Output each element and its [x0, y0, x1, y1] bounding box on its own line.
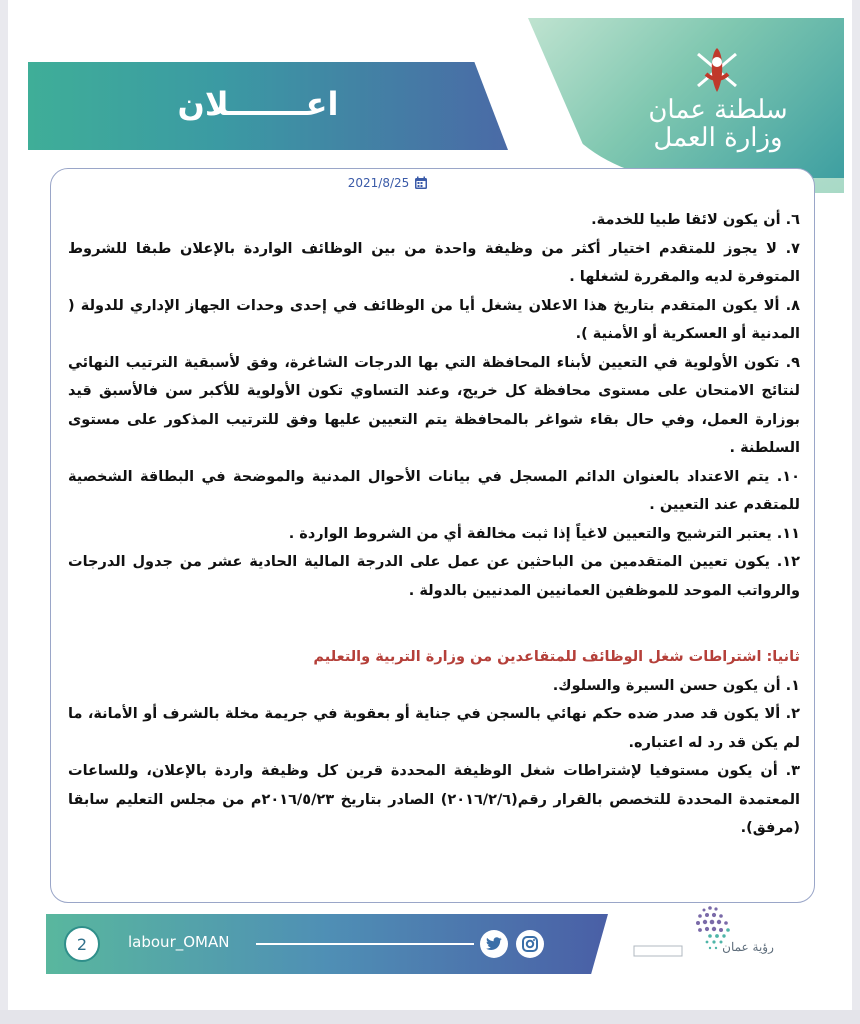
footer-divider	[256, 943, 474, 945]
document-page	[8, 0, 852, 1010]
list-item: ٨. ألا يكون المتقدم بتاريخ هذا الاعلان يشغل أيا من الوظائف في إحدى وحدات الجهاز الإداري للدولة ( المدنية أو العسكرية أو الأمنية ).	[68, 297, 800, 342]
ministry-name	[648, 96, 788, 152]
list-item: ١١. يعتبر الترشيح والتعيين لاغياً إذا ثبت مخالفة أي من الشروط الواردة .	[288, 525, 800, 542]
vision-wordmark: رؤية عمان	[722, 940, 774, 954]
date-stamp	[318, 174, 458, 192]
calendar-icon	[414, 176, 428, 190]
list-item: ٢. ألا يكون قد صدر ضده حكم نهائي بالسجن في جناية أو بعقوبة في جريمة مخلة بالشرف أو الأمانة، ما لم يكن قد رد له اعتباره.	[68, 706, 800, 751]
social-handle[interactable]: labour_OMAN	[128, 933, 230, 951]
oman-vision-logo-icon	[630, 900, 800, 972]
list-item: ٦. أن يكون لائقا طبيا للخدمة.	[591, 212, 800, 228]
ministry-line1: سلطنة عمان	[648, 95, 788, 125]
banner-title: اعـــــــلان	[177, 85, 339, 123]
section-heading: ثانيا: اشتراطات شغل الوظائف للمتقاعدين من وزارة التربية والتعليم	[313, 649, 800, 665]
page-number: 2	[64, 926, 100, 962]
instagram-button[interactable]	[516, 930, 544, 958]
list-item: ١٠. يتم الاعتداد بالعنوان الدائم المسجل في بيانات الأحوال المدنية والموضحة في البطاقة الشخصية للمتقدم عند التعيين .	[68, 468, 800, 513]
announcement-body	[68, 206, 800, 843]
date-text: 2021/8/25	[347, 176, 410, 190]
list-item: ١٢. يكون تعيين المتقدمين من الباحثين عن عمل على الدرجة المالية الحادية عشر من جدول الدرجات والرواتب الموحد للموظفين العمانيين المدنيين بالدولة .	[68, 554, 800, 599]
list-item: ١. أن يكون حسن السيرة والسلوك.	[552, 677, 800, 694]
page-bottom-strip	[0, 1010, 860, 1024]
list-item: ٧. لا يجوز للمتقدم اختيار أكثر من وظيفة واحدة من بين الوظائف الواردة بالإعلان طبقا للشروط المتوفرة لديه والمقررة لشغلها .	[68, 240, 800, 285]
ministry-line2: وزارة العمل	[653, 123, 783, 153]
list-item: ٩. تكون الأولوية في التعيين لأبناء المحافظة التي بها الدرجات الشاغرة، وفق لأسبقية الترتيب النهائي لنتائج الامتحان على مستوى محافظة كل خريج، وعند التساوي تكون الأولوية للأكبر سن فالأسبق قيد بوزارة العمل، وفي حال بقاء شواغر بالمحافظة يتم التعيين عليها وفق للترتيب المذكور على مستوى السلطنة .	[68, 354, 800, 456]
section-spacer	[68, 605, 800, 643]
twitter-icon	[486, 937, 502, 951]
twitter-button[interactable]	[480, 930, 508, 958]
instagram-icon	[522, 936, 538, 952]
list-item: ٣. أن يكون مستوفيا لإشتراطات شغل الوظيفة المحددة قرين كل وظيفة واردة بالإعلان، وللساعات المعتمدة المحددة للتخصص بالقرار رقم(٢٠١٦/٢/٦) الصادر بتاريخ ٢٠١٦/٥/٢٣م من مجلس التعليم سابقا (مرفق).	[68, 763, 800, 836]
oman-crest-icon	[688, 40, 746, 98]
